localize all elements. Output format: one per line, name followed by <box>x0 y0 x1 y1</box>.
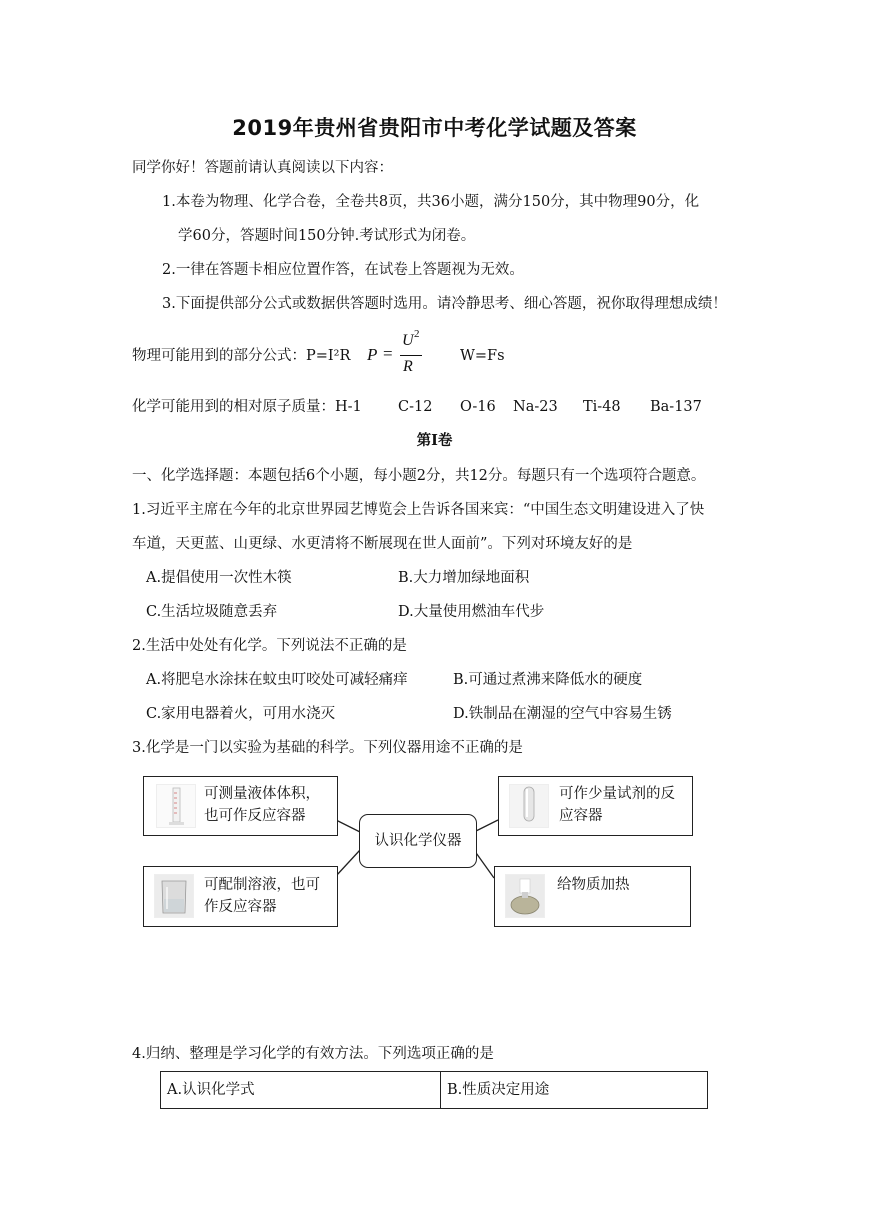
connector-line-bottom-left <box>336 850 360 876</box>
formula-denominator: R <box>403 358 413 375</box>
instrument-box-test-tube <box>498 776 693 836</box>
q1-stem-cont: 车道，天更蓝、山更绿、水更清将不断展现在世人面前”。下列对环境友好的是 <box>132 536 633 552</box>
q1-option-c: C.生活垃圾随意丢弃 <box>146 604 278 620</box>
test-tube-text: 可作少量试剂的反应容器 <box>559 786 675 824</box>
graduated-cylinder-text: 可测量液体体积，也可作反应容器 <box>204 786 320 824</box>
intro-text: 同学你好！答题前请认真阅读以下内容： <box>132 160 393 176</box>
beaker-icon <box>154 874 194 918</box>
q4-table <box>160 1071 708 1109</box>
note-1-cont: 学60分，答题时间150分钟.考试形式为闭卷。 <box>178 228 476 244</box>
work-formula: W=Fs <box>460 348 505 364</box>
physics-formula-label: 物理可能用到的部分公式：P=I²R <box>132 348 351 364</box>
instrument-box-alcohol-lamp <box>494 866 691 927</box>
atomic-mass-o: O-16 <box>460 399 496 415</box>
q2-option-d: D.铁制品在潮湿的空气中容易生锈 <box>453 706 672 722</box>
connector-line-top-right <box>474 820 498 832</box>
atomic-mass-label: 化学可能用到的相对原子质量：H-1 <box>132 399 362 415</box>
section-1-heading: 一、化学选择题：本题包括6个小题，每小题2分，共12分。每题只有一个选项符合题意。 <box>132 468 706 484</box>
q2-option-c: C.家用电器着火，可用水浇灭 <box>146 706 336 722</box>
atomic-mass-ba: Ba-137 <box>650 399 702 415</box>
atomic-mass-na: Na-23 <box>513 399 558 415</box>
volume-heading: 第Ⅰ卷 <box>416 432 453 449</box>
alcohol-lamp-text: 给物质加热 <box>557 877 630 893</box>
formula-eq: = <box>383 344 393 363</box>
instrument-box-graduated-cylinder <box>143 776 338 836</box>
connector-line-bottom-right <box>474 850 494 878</box>
page-title: 2019年贵州省贵阳市中考化学试题及答案 <box>232 116 637 140</box>
formula-exponent: 2 <box>414 328 420 340</box>
q4-stem: 4.归纳、整理是学习化学的有效方法。下列选项正确的是 <box>132 1046 494 1062</box>
q3-stem: 3.化学是一门以实验为基础的科学。下列仪器用途不正确的是 <box>132 740 523 756</box>
test-tube-icon <box>509 784 549 828</box>
alcohol-lamp-icon <box>505 874 545 918</box>
q1-option-b: B.大力增加绿地面积 <box>398 570 530 586</box>
q1-stem: 1.习近平主席在今年的北京世界园艺博览会上告诉各国来宾：“中国生态文明建设进入了快 <box>132 502 705 518</box>
note-2: 2.一律在答题卡相应位置作答，在试卷上答题视为无效。 <box>162 262 524 278</box>
formula-numerator: U <box>402 332 414 349</box>
connector-line-top-left <box>336 820 360 832</box>
q2-option-b: B.可通过煮沸来降低水的硬度 <box>453 672 643 688</box>
q4-cell-b: B.性质决定用途 <box>447 1082 550 1098</box>
atomic-mass-c: C-12 <box>398 399 433 415</box>
graduated-cylinder-icon <box>156 784 196 828</box>
formula-p: P <box>367 345 378 364</box>
diagram-center-node: 认识化学仪器 <box>359 814 477 868</box>
q1-option-d: D.大量使用燃油车代步 <box>398 604 545 620</box>
beaker-text: 可配制溶液，也可作反应容器 <box>204 877 320 915</box>
note-1: 1.本卷为物理、化学合卷，全卷共8页，共36小题，满分150分，其中物理90分，化 <box>162 194 700 210</box>
q1-option-a: A.提倡使用一次性木筷 <box>146 570 292 586</box>
q4-cell-a: A.认识化学式 <box>167 1082 255 1098</box>
atomic-mass-ti: Ti-48 <box>583 399 621 415</box>
q2-stem: 2.生活中处处有化学。下列说法不正确的是 <box>132 638 407 654</box>
note-3: 3.下面提供部分公式或数据供答题时选用。请冷静思考、细心答题，祝你取得理想成绩！ <box>162 296 727 312</box>
q2-option-a: A.将肥皂水涂抹在蚊虫叮咬处可减轻痛痒 <box>146 672 408 688</box>
instrument-box-beaker <box>143 866 338 927</box>
